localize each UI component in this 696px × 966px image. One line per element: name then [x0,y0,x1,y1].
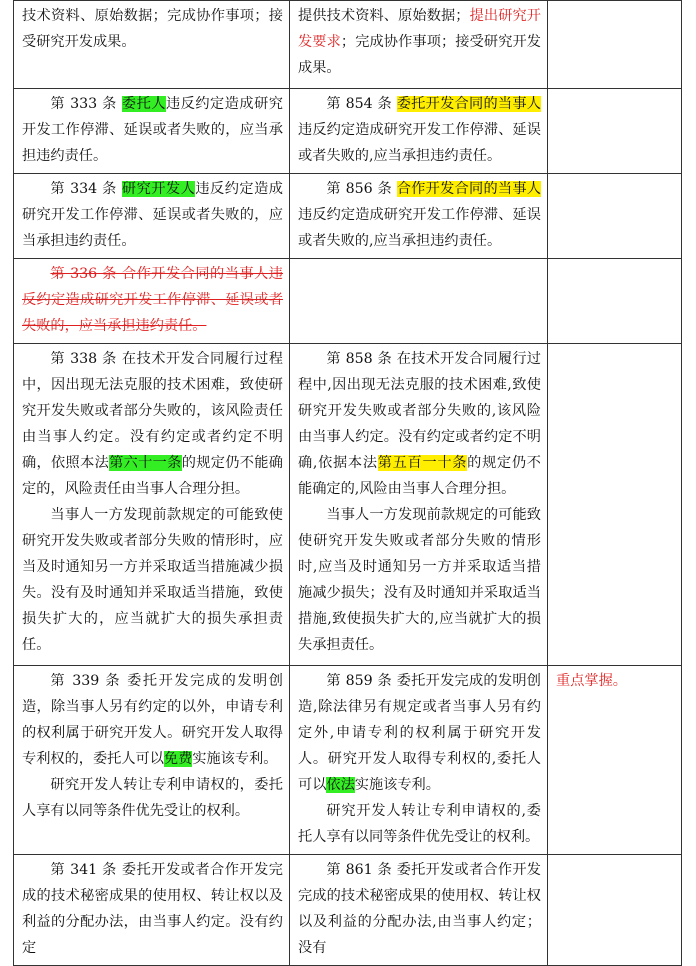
new-law-cell [290,174,548,259]
old-law-cell [14,855,290,966]
new-law-cell [290,666,548,855]
highlighted-term: 研究开发人 [121,181,196,197]
note-cell [548,855,682,966]
article-body: 实施该专利。 [354,777,440,793]
article-body: 第 859 条 委托开发完成的发明创造,除法律另有规定或者当事人另有约定外,申请专利的权利属于研究开发人。研究开发人取得专利权的,委托人可以 [298,673,541,793]
note-cell [548,89,682,174]
new-law-red-text: 提出研究开发要求 [298,8,541,50]
new-law-text-b: ；完成协作事项；接受研究开发成果。 [298,34,541,76]
new-law-text-a: 提供技术资料、原始数据； [298,8,470,24]
new-law-text [298,668,541,798]
key-point-note: 重点掌握。 [556,673,627,689]
old-law-cell [14,344,290,666]
new-law-text [298,176,541,254]
article-number: 第 856 条 [326,181,397,197]
old-law-cell [14,89,290,174]
table-row [14,259,682,344]
article-number: 第 333 条 [50,96,122,112]
note-cell [548,666,682,855]
note-cell [548,344,682,666]
article-body: 的规定仍不能确定的,风险由当事人合理分担。 [298,455,541,497]
table-row [14,344,682,666]
article-number: 第 854 条 [326,96,397,112]
new-law-text [298,91,541,169]
article-body: 的规定仍不能确定的，风险责任由当事人合理分担。 [22,455,283,497]
old-law-text [22,91,283,169]
note-cell [548,259,682,344]
article-body: 第 858 条 在技术开发合同履行过程中,因出现无法克服的技术困难,致使研究开发失败或者部分失败的,该风险由当事人约定。没有约定或者约定不明确,依据本法 [298,351,541,471]
new-law-cell [290,89,548,174]
article-body: 违反约定造成研究开发工作停滞、延误或者失败的,应当承担违约责任。 [298,207,541,249]
old-law-cell [14,1,290,89]
table-row [14,174,682,259]
deleted-article-text: 第 336 条 合作开发合同的当事人违反约定造成研究开发工作停滞、延误或者失败的，应当承担违约责任。 [22,266,283,334]
article-body: 第 338 条 在技术开发合同履行过程中，因出现无法克服的技术困难，致使研究开发失败或者部分失败的，该风险责任由当事人约定。没有约定或者约定不明确，依照本法 [22,351,283,471]
new-law-cell [290,344,548,666]
article-body: 违反约定造成研究开发工作停滞、延误或者失败的，应当承担违约责任。 [22,181,283,249]
new-law-paragraph-2: 当事人一方发现前款规定的可能致使研究开发失败或者部分失败的情形时,应当及时通知另一方并采取适当措施减少损失；没有及时通知并采取适当措施,致使损失扩大的,应当就扩大的损失承担责任。 [298,507,541,653]
old-law-text: 技术资料、原始数据；完成协作事项；接受研究开发成果。 [22,8,283,50]
old-law-text [22,176,283,254]
note-cell [548,1,682,89]
highlighted-term: 第五百一十条 [377,455,468,471]
article-body: 违反约定造成研究开发工作停滞、延误或者失败的,应当承担违约责任。 [298,122,541,164]
old-law-cell [14,174,290,259]
highlighted-term: 合作开发合同的当事人 [396,181,541,197]
article-body: 实施该专利。 [192,751,278,767]
table-row [14,1,682,89]
table-row [14,89,682,174]
new-law-paragraph-2: 研究开发人转让专利申请权的,委托人享有以同等条件优先受让的权利。 [298,803,541,845]
article-number: 第 334 条 [50,181,122,197]
highlighted-term: 委托人 [121,96,166,112]
new-law-text [298,3,541,81]
comparison-table [13,0,682,966]
highlighted-term: 依法 [326,777,355,793]
highlighted-term: 第六十一条 [109,455,182,471]
new-law-cell [290,855,548,966]
old-law-cell [14,259,290,344]
article-body: 第 339 条 委托开发完成的发明创造，除当事人另有约定的以外，申请专利的权利属于研究开发人。研究开发人取得专利权的，委托人可以 [22,673,283,767]
highlighted-term: 委托开发合同的当事人 [396,96,541,112]
old-law-paragraph-2: 当事人一方发现前款规定的可能致使研究开发失败或者部分失败的情形时，应当及时通知另一方并采取适当措施减少损失。没有及时通知并采取适当措施，致使损失扩大的，应当就扩大的损失承担责任。 [22,507,283,653]
article-body: 违反约定造成研究开发工作停滞、延误或者失败的，应当承担违约责任。 [22,96,283,164]
highlighted-term: 免费 [163,751,193,767]
old-law-paragraph-2: 研究开发人转让专利申请权的，委托人享有以同等条件优先受让的权利。 [22,777,283,819]
new-law-cell [290,259,548,344]
old-law-text: 第 341 条 委托开发或者合作开发完成的技术秘密成果的使用权、转让权以及利益的分配办法，由当事人约定。没有约定 [22,862,283,956]
old-law-text [22,668,283,772]
new-law-cell [290,1,548,89]
table-row [14,855,682,966]
table-row [14,666,682,855]
old-law-cell [14,666,290,855]
old-law-text [22,346,283,502]
note-cell [548,174,682,259]
new-law-text: 第 861 条 委托开发或者合作开发完成的技术秘密成果的使用权、转让权以及利益的分配办法,由当事人约定；没有 [298,862,541,956]
new-law-text [298,346,541,502]
